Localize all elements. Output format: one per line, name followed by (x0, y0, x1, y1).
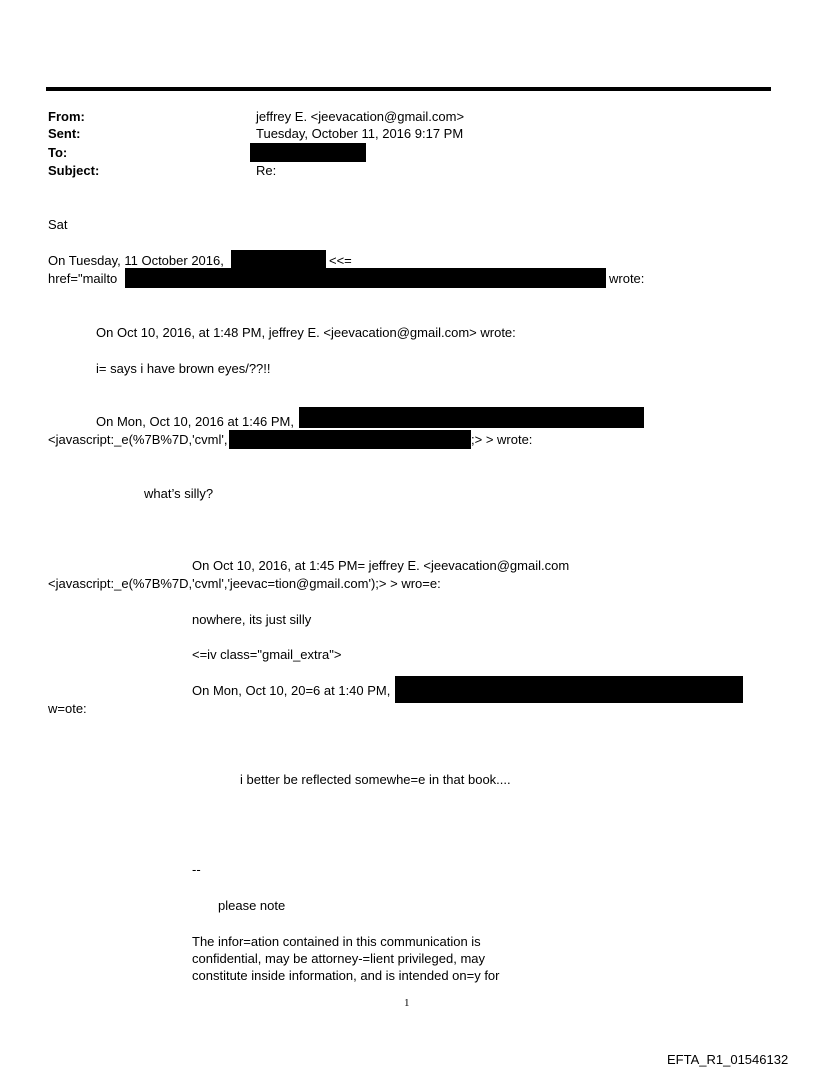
sent-label: Sent: (48, 126, 81, 141)
message-2: i= says i have brown eyes/??!! (96, 361, 271, 376)
subject-label: Subject: (48, 163, 100, 178)
quote1-redaction-2 (125, 268, 606, 288)
quote1-href: href="mailto (48, 271, 118, 286)
quote5-line1: On Mon, Oct 10, 20=6 at 1:40 PM, (192, 683, 391, 698)
from-value: jeffrey E. <jeevacation@gmail.com> (256, 109, 465, 124)
bates-number: EFTA_R1_01546132 (667, 1052, 789, 1067)
subject-value: Re: (256, 163, 277, 178)
header-rule (46, 87, 771, 91)
quote3-redaction-1 (299, 407, 644, 428)
disclaimer-line-2: confidential, may be attorney-=lient privileged, may (192, 951, 486, 966)
message-4: nowhere, its just silly (192, 612, 312, 627)
quote3-redaction-2 (229, 430, 471, 449)
disclaimer-line-1: The infor=ation contained in this communication is (192, 934, 481, 949)
to-redaction (250, 143, 366, 162)
quote5-wrote: w=ote: (48, 701, 87, 716)
html-fragment: <=iv class="gmail_extra"> (192, 647, 342, 662)
quote5-redaction (395, 676, 743, 703)
signature-note: please note (218, 898, 286, 913)
quote3-line1: On Mon, Oct 10, 2016 at 1:46 PM, (96, 414, 294, 429)
quote4-line2: <javascript:_e(%7B%7D,'cvml','jeevac=tion@gmail.com');> > wro=e: (48, 576, 441, 591)
from-label: From: (48, 109, 85, 124)
quote3-line2: <javascript:_e(%7B%7D,'cvml', (48, 432, 228, 447)
message-5: i better be reflected somewhe=e in that book.... (240, 772, 511, 787)
reply-text: Sat (48, 217, 68, 232)
disclaimer-line-3: constitute inside information, and is intended on=y for (192, 968, 500, 983)
to-label: To: (48, 145, 68, 160)
quote1-wrote: wrote: (609, 271, 645, 286)
quote1-line1: On Tuesday, 11 October 2016, (48, 253, 224, 268)
message-3: what’s silly? (144, 486, 214, 501)
quote2-line: On Oct 10, 2016, at 1:48 PM, jeffrey E. <jeevacation@gmail.com> wrote: (96, 325, 516, 340)
quote4-line1: On Oct 10, 2016, at 1:45 PM= jeffrey E. <jeevacation@gmail.com (192, 558, 570, 573)
page-number: 1 (404, 997, 410, 1009)
signature-separator: -- (192, 862, 201, 877)
sent-value: Tuesday, October 11, 2016 9:17 PM (256, 126, 464, 141)
quote3-wrote: ;> > wrote: (471, 432, 533, 447)
quote1-arrows: <<= (329, 253, 352, 268)
quote1-redaction-1 (231, 250, 326, 268)
